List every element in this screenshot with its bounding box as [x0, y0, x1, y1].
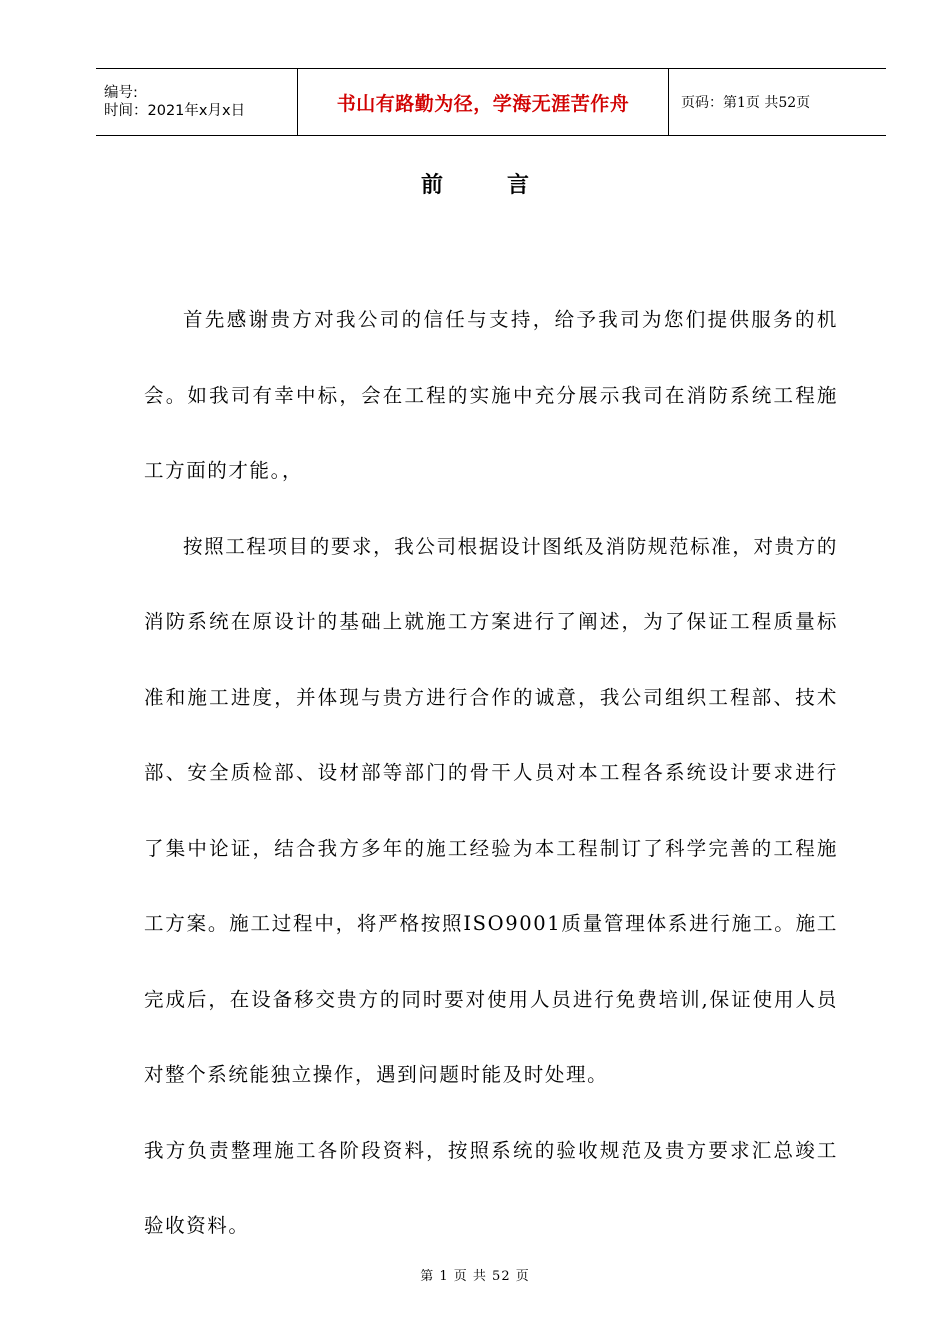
document-number-label: 编号: [104, 85, 138, 101]
page-header [96, 68, 886, 136]
paragraph: 我方负责整理施工各阶段资料，按照系统的验收规范及贵方要求汇总竣工验收资料。 [144, 1138, 838, 1237]
document-time-label: 时间：2021年x月x日 [104, 103, 246, 119]
document-title: 前言 [420, 173, 593, 198]
paragraph: 按照工程项目的要求，我公司根据设计图纸及消防规范标准，对贵方的消防系统在原设计的基础上就施工方案进行了阐述，为了保证工程质量标准和施工进度，并体现与贵方进行合作的诚意，我公司组织工程部、技术部、安全质检部、设材部等部门的骨干人员对本工程各系统设计要求进行了集中论证，结合我方多年的施工经验为本工程制订了科学完善的工程施工方案。施工过程中，将严格按照ISO9001质量管理体系进行施工。施工完成后，在设备移交贵方的同时要对使用人员进行免费培训,保证使用人员对整个系统能独立操作，遇到问题时能及时处理。 [144, 534, 838, 1086]
header-motto-cell [297, 69, 669, 135]
footer-page-label: 第 1 页 共 52 页 [420, 1269, 530, 1284]
header-page-info: 页码：第1页 共52页 [681, 95, 811, 111]
document-body [144, 282, 838, 1264]
paragraph: 首先感谢贵方对我公司的信任与支持，给予我司为您们提供服务的机会。如我司有幸中标，会在工程的实施中充分展示我司在消防系统工程施工方面的才能。， [144, 308, 838, 482]
header-meta [96, 69, 297, 135]
header-page-cell [669, 69, 886, 135]
header-motto: 书山有路勤为径，学海无涯苦作舟 [336, 92, 630, 115]
page-footer [0, 1265, 950, 1284]
